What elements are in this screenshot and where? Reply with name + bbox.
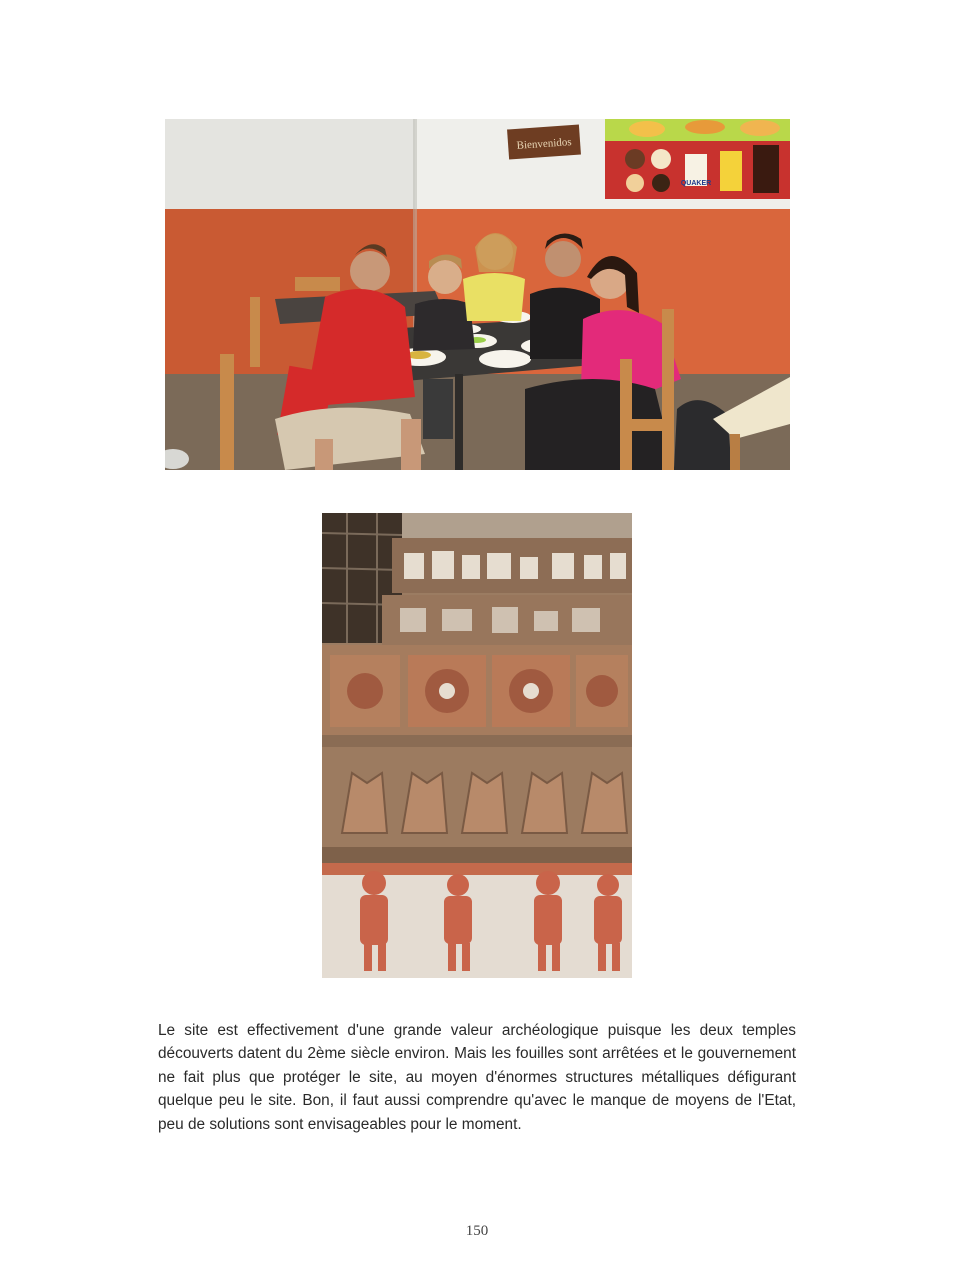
- welcome-sign: [507, 125, 581, 160]
- body-paragraph: Le site est effectivement d'une grande valeur archéologique puisque les deux temples découverts datent du 2ème siècle environ. Mais les fouilles sont arrêtées et le gouvernement ne fait plus que protéger le site, au moyen d'énormes structures métalliques défigurant quelque peu le site. Bon, il faut aussi comprendre qu'avec le manque de moyens de l'Etat, peu de solutions sont envisageables pour le moment.: [158, 1022, 796, 1133]
- restaurant-photo-drawing: [165, 119, 790, 470]
- menu-board: [605, 119, 790, 199]
- frieze-tier-3-panels: [330, 655, 628, 727]
- welcome-sign-text: Bienvenidos: [516, 136, 572, 152]
- page-number: 150: [465, 1223, 489, 1239]
- restaurant-photo: [165, 119, 790, 470]
- temple-frieze-photo: [322, 513, 632, 978]
- menu-brand-text: QUAKER: [680, 180, 712, 187]
- temple-frieze-drawing: [322, 513, 632, 978]
